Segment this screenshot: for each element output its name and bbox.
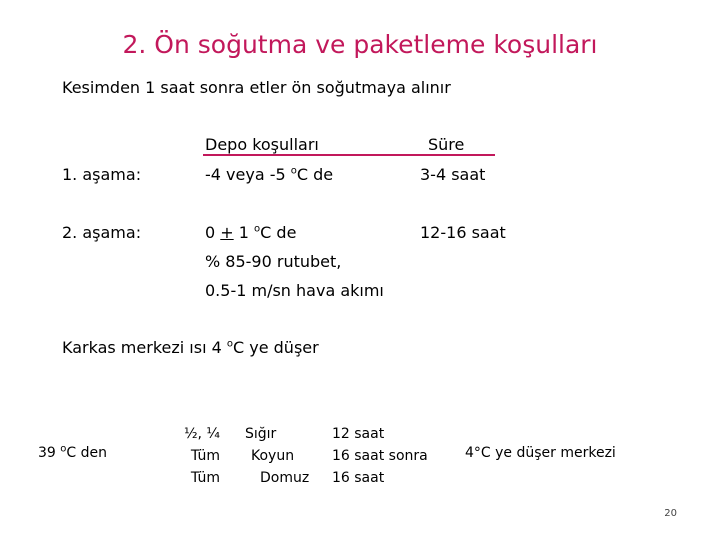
stage-2-condition: 0 + 1 $^o$C de [205, 223, 297, 242]
slide-title: 2. Ön soğutma ve paketleme koşulları [122, 30, 598, 59]
time-item: 16 saat [332, 470, 385, 486]
conditions-header: Depo koşulları [205, 135, 319, 154]
intro-text: Kesimden 1 saat sonra etler ön soğutmaya alınır [62, 78, 451, 97]
animal-item: Koyun [251, 448, 295, 464]
animal-item: Sığır [245, 426, 277, 442]
stage-2-humidity: % 85-90 rutubet, [205, 252, 342, 271]
page-number: 20 [664, 508, 677, 519]
time-item: 16 saat sonra [332, 448, 428, 464]
time-item: 12 saat [332, 426, 385, 442]
stage-2-airflow: 0.5-1 m/sn hava akımı [205, 281, 384, 300]
stage-1-label: 1. aşama: [62, 165, 142, 184]
stage-2-label: 2. aşama: [62, 223, 142, 242]
stage-1-duration: 3-4 saat [420, 165, 486, 184]
portion-item: ½, ¼ [183, 426, 220, 442]
start-temperature: 39 $^o$C den [38, 443, 107, 461]
animal-item: Domuz [260, 470, 310, 486]
result-text: 4°C ye düşer merkezi [465, 445, 616, 461]
header-underline [203, 154, 495, 156]
portion-item: Tüm [190, 470, 220, 486]
animals-column [243, 423, 309, 489]
portions-column [160, 423, 220, 489]
carcass-text: Karkas merkezi ısı 4 $^o$C ye düşer [62, 338, 319, 357]
stage-2-duration: 12-16 saat [420, 223, 506, 242]
stage-1-condition: -4 veya -5 $^o$C de [205, 165, 334, 184]
duration-header: Süre [428, 135, 465, 154]
times-column [332, 423, 428, 489]
portion-item: Tüm [190, 448, 220, 464]
